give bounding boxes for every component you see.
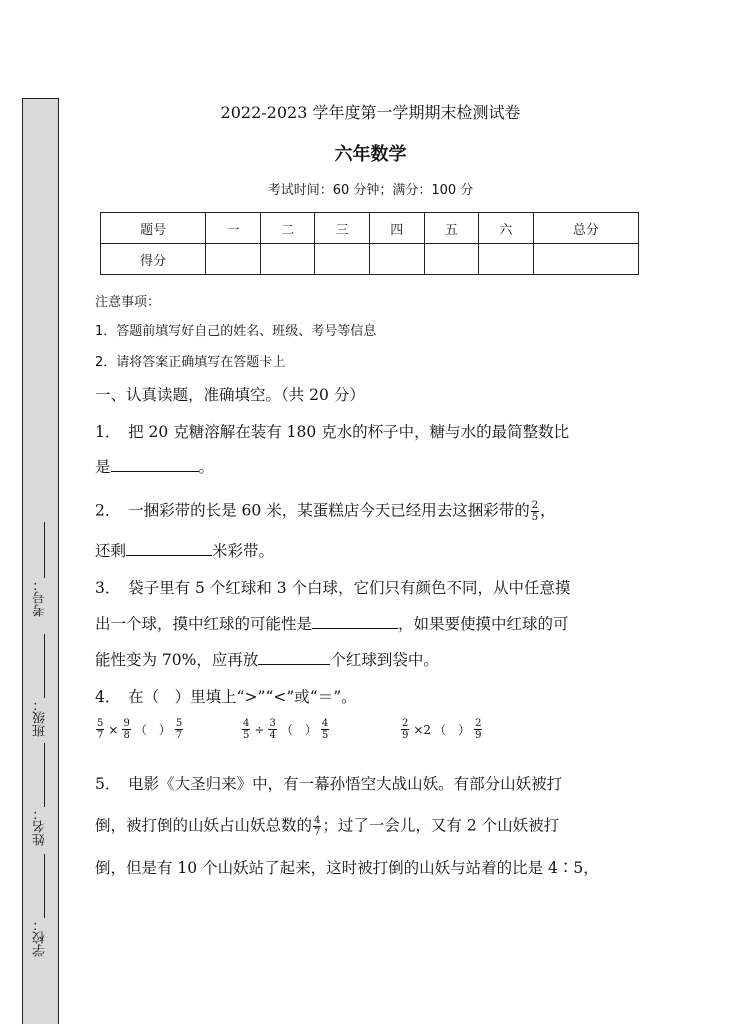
table-cell: 六 — [479, 213, 534, 244]
text: 能性变为 70%，应再放 — [95, 651, 259, 669]
fraction — [242, 718, 250, 741]
denominator: 7 — [97, 730, 104, 741]
text: 是 — [95, 458, 111, 476]
denominator: 5 — [531, 512, 539, 523]
text: 出一个球，摸中红球的可能性是 — [95, 615, 313, 633]
school-field[interactable] — [19, 854, 61, 957]
text: 个红球到袋中。 — [330, 651, 439, 669]
answer-blank[interactable] — [258, 650, 330, 665]
numerator: 3 — [269, 718, 276, 729]
score-cell[interactable] — [424, 244, 479, 275]
fraction — [313, 815, 321, 838]
question-1-line-1: 1． 把 20 克糖溶解在装有 180 克水的杯子中，糖与水的最简整数比 — [95, 423, 570, 441]
text: 2． 一捆彩带的长是 60 米，某蛋糕店今天已经用去这捆彩带的 — [95, 501, 530, 520]
table-cell: 二 — [260, 213, 315, 244]
score-cell[interactable] — [479, 244, 534, 275]
comparison-item-3 — [400, 718, 483, 741]
score-cell[interactable] — [533, 244, 638, 275]
notes-heading: 注意事项： — [95, 295, 161, 310]
name-field[interactable] — [19, 743, 61, 846]
fraction — [96, 718, 104, 741]
answer-paren[interactable]: （ ） — [280, 723, 317, 737]
text: 米彩带。 — [212, 542, 275, 560]
fraction — [175, 718, 183, 741]
comparison-item-2 — [241, 718, 330, 741]
score-table-score-row — [101, 244, 639, 275]
fraction — [321, 718, 329, 741]
text: ， — [540, 501, 556, 520]
score-cell[interactable] — [369, 244, 424, 275]
table-cell: 总分 — [533, 213, 638, 244]
denominator: 7 — [175, 730, 183, 741]
answer-blank[interactable] — [126, 541, 212, 556]
denominator: 8 — [123, 730, 130, 741]
numerator: 2 — [402, 718, 409, 729]
binding-margin — [22, 98, 59, 1024]
score-cell[interactable] — [206, 244, 261, 275]
class-line — [44, 634, 45, 698]
question-1-line-2 — [95, 457, 649, 477]
fraction — [268, 718, 276, 741]
numerator: 4 — [321, 718, 329, 729]
numerator: 2 — [475, 718, 482, 729]
numerator: 5 — [175, 718, 183, 729]
answer-paren[interactable]: （ ） — [134, 723, 171, 737]
denominator: 5 — [321, 730, 329, 741]
question-4-line-1: 4． 在（ ）里填上“>”“<”或“＝”。 — [95, 688, 357, 706]
exam-title: 2022-2023 学年度第一学期期末检测试卷 — [220, 103, 521, 122]
name-line — [44, 743, 45, 807]
answer-paren[interactable]: （ ） — [434, 723, 471, 737]
school-line — [44, 854, 45, 918]
note-item: 2．请将答案正确填写在答题卡上 — [95, 355, 286, 370]
question-2-line-2 — [95, 541, 649, 561]
score-table — [100, 212, 639, 275]
score-table-header-row — [101, 213, 639, 244]
comparison-row — [95, 718, 515, 758]
question-2-line-1 — [95, 500, 649, 523]
numerator: 4 — [314, 815, 321, 826]
name-label: 姓名： — [32, 807, 48, 846]
numerator: 4 — [243, 718, 250, 729]
question-3-line-2 — [95, 614, 649, 634]
class-field[interactable] — [19, 634, 61, 737]
exam-number-line — [44, 522, 45, 578]
table-cell: 一 — [206, 213, 261, 244]
question-3-line-1: 3． 袋子里有 5 个红球和 3 个白球，它们只有颜色不同，从中任意摸 — [95, 579, 571, 597]
table-cell: 五 — [424, 213, 479, 244]
operator: × — [108, 722, 119, 737]
operator: ÷ — [254, 722, 265, 737]
score-cell[interactable] — [260, 244, 315, 275]
fraction — [122, 718, 130, 741]
section-heading: 一、认真读题，准确填空。（共 20 分） — [95, 386, 365, 404]
school-label: 学校： — [32, 918, 48, 957]
exam-subtitle: 六年数学 — [334, 144, 407, 165]
operator: ×2 — [413, 722, 432, 737]
text: 。 — [198, 458, 215, 476]
text: 倒，被打倒的山妖占山妖总数的 — [95, 816, 313, 835]
score-cell[interactable] — [315, 244, 370, 275]
numerator: 5 — [97, 718, 104, 729]
text: ，如果要使摸中红球的可 — [398, 615, 569, 633]
table-cell: 三 — [315, 213, 370, 244]
text: 还剩 — [95, 542, 127, 560]
comparison-item-1 — [95, 718, 184, 741]
note-item: 1．答题前填写好自己的姓名、班级、考号等信息 — [95, 324, 377, 339]
exam-number-field[interactable] — [19, 522, 61, 617]
denominator: 9 — [475, 730, 482, 741]
table-cell: 得分 — [101, 244, 206, 275]
table-cell: 四 — [369, 213, 424, 244]
question-5-line-3: 倒，但是有 10 个山妖站了起来，这时被打倒的山妖与站着的比是 4∶5， — [95, 859, 599, 877]
numerator: 2 — [531, 500, 539, 511]
answer-blank[interactable] — [312, 614, 398, 629]
denominator: 9 — [402, 730, 409, 741]
denominator: 7 — [314, 827, 321, 838]
text: ；过了一会儿，又有 2 个山妖被打 — [322, 816, 560, 835]
numerator: 9 — [123, 718, 130, 729]
fraction — [401, 718, 409, 741]
exam-number-label: 考号： — [32, 578, 48, 617]
question-5-line-2 — [95, 815, 649, 838]
exam-info: 考试时间：60 分钟；满分：100 分 — [267, 183, 474, 198]
question-3-line-3 — [95, 650, 649, 670]
fraction — [474, 718, 482, 741]
class-label: 班级： — [32, 698, 48, 737]
table-cell: 题号 — [101, 213, 206, 244]
question-5-line-1: 5． 电影《大圣归来》中，有一幕孙悟空大战山妖。有部分山妖被打 — [95, 775, 563, 793]
denominator: 4 — [269, 730, 276, 741]
fraction — [531, 500, 539, 523]
answer-blank[interactable] — [111, 457, 199, 472]
denominator: 5 — [243, 730, 250, 741]
